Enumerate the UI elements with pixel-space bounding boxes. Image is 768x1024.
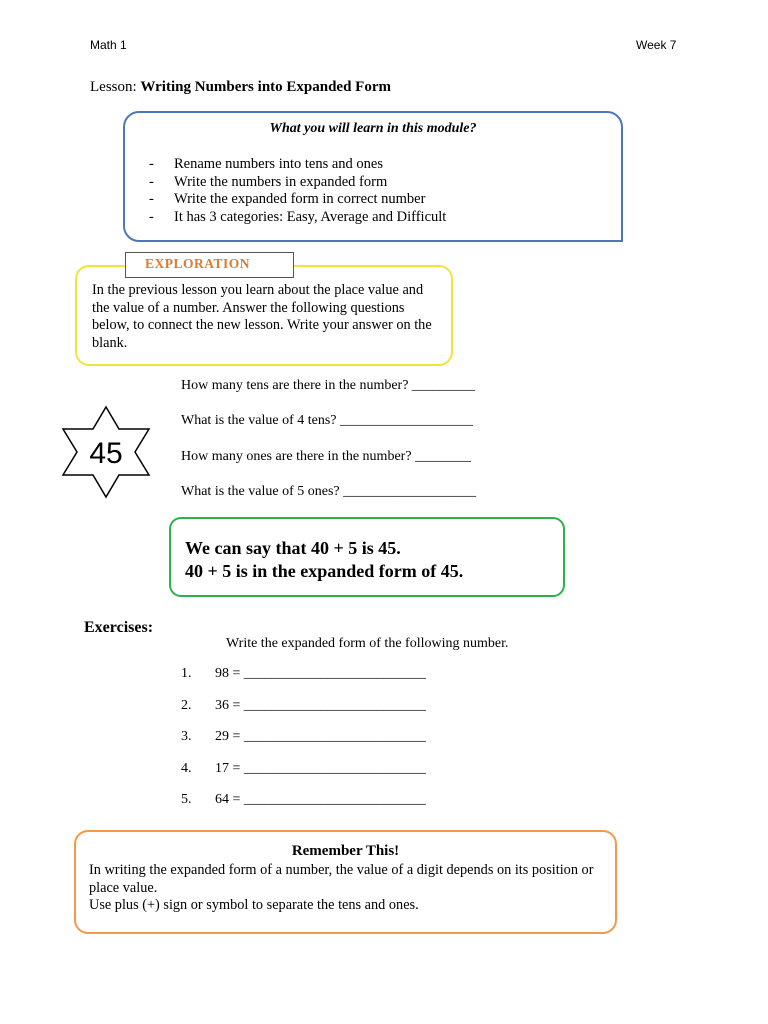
exercises-instruction: Write the expanded form of the following number. [226,636,509,651]
list-item: - Write the expanded form in correct number [149,191,426,207]
list-item: - Rename numbers into tens and ones [149,156,383,172]
lesson-label: Lesson: [90,79,137,95]
exercise-item: 1. 98 = __________________________ [181,666,426,681]
learn-title: What you will learn in this module? [269,121,477,136]
remember-box [74,830,617,934]
learn-list [149,156,446,226]
list-item: - It has 3 categories: Easy, Average and Difficult [149,208,447,225]
lesson-title: Writing Numbers into Expanded Form [140,79,391,95]
header-week: Week 7 [636,38,677,52]
remember-text-1: In writing the expanded form of a number, the value of a digit depends on its position or place value. [89,862,594,896]
question-2: What is the value of 4 tens? ___________________ [181,413,474,428]
exercise-item: 4. 17 = __________________________ [181,761,426,776]
list-item: - Write the numbers in expanded form [149,173,388,190]
exercise-item: 3. 29 = __________________________ [181,729,426,744]
exploration-tag: EXPLORATION [125,252,294,278]
star-icon [57,405,155,499]
lesson-heading [90,79,391,96]
exploration-box [75,265,453,366]
remember-text-2: Use plus (+) sign or symbol to separate the tens and ones. [89,897,419,913]
question-4: What is the value of 5 ones? ___________________ [181,484,477,499]
learn-box [123,111,623,242]
star-number: 45 [89,437,123,470]
exercise-item: 2. 36 = __________________________ [181,698,426,713]
conclusion-box [169,517,565,597]
header-subject: Math 1 [90,38,127,52]
conclusion-line-2: 40 + 5 is in the expanded form of 45. [185,561,464,581]
remember-text [89,862,609,915]
star-shape [57,405,155,504]
exploration-text: In the previous lesson you learn about the place value and the value of a number. Answer the following questions below, to connect the new lesson. Write your answer on the blank. [92,282,432,351]
conclusion-line-1: We can say that 40 + 5 is 45. [185,538,401,558]
question-3: How many ones are there in the number? ________ [181,449,472,464]
question-1: How many tens are there in the number? _________ [181,378,475,393]
exercise-item: 5. 64 = __________________________ [181,792,426,807]
exercises-title: Exercises: [84,619,154,636]
remember-title: Remember This! [291,843,400,859]
